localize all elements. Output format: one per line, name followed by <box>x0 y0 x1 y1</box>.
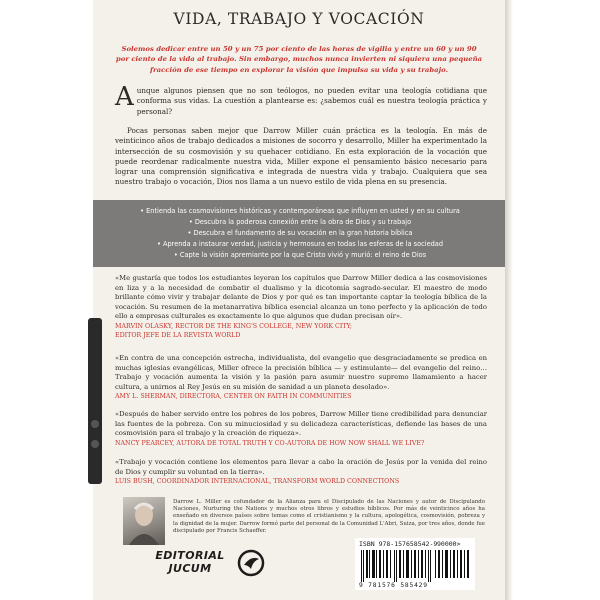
publisher-logo <box>145 545 275 585</box>
endorsement-3 <box>115 410 487 448</box>
drop-cap: A <box>115 82 134 112</box>
barcode <box>355 538 475 590</box>
endorsement-1 <box>115 274 487 341</box>
endorsement-author-title: EDITOR JEFE DE LA REVISTA WORLD <box>115 332 241 340</box>
endorsement-4 <box>115 458 487 487</box>
phone-key-icon <box>91 440 99 448</box>
book-title: VIDA, TRABAJO Y VOCACIÓN <box>173 10 425 28</box>
publisher-name: EDITORIAL JUCUM <box>155 549 225 575</box>
author-bio: Darrow L. Miller es cofundador de la Alianza para el Discipulado de las Naciones y autor de Discipulando Naciones, Nurturing the Nations y muchos otros libros y estudios bíblicos. Por más de veinticinco años ha enseñado en diversos países sobre temas como el cristianismo y la cultura, apologética, cosmovisión, pobreza y la dignidad de la mujer. Darrow formó parte del personal de la Comunidad L'Abri, Suiza, por tres años, donde fue discipulado por Francis Schaeffer. <box>173 499 485 534</box>
endorsement-text: «En contra de una concepción estrecha, individualista, del evangelio que desgraciadamente se predica en muchas iglesias evangélicas, Miller ofrece la precisión bíblica — y estimulante— del evangelio del reino… Trabajo y vocación aumenta la visión y la pasión para asumir nuestro supremo llamamiento a hacer cultura, a unirnos al Rey Jesús en su misión de sanidad a un planeta desolado». <box>115 354 487 391</box>
endorsement-author: LUIS BUSH, COORDINADOR INTERNACIONAL, TRANSFORM WORLD CONNECTIONS <box>115 478 400 486</box>
endorsement-text: «Trabajo y vocación contiene los elementos para llevar a cabo la oración de Jesús por la venida del reino de Dios y cumplir su voluntad en la tierra». <box>115 458 487 476</box>
dove-icon <box>237 549 265 577</box>
endorsement-text: «Después de haber servido entre los pobres de los pobres, Darrow Miller tiene credibilidad para denunciar las fuentes de la pobreza. Con su minuciosidad y su delicadeza características, defiende las bases de una cosmovisión para el trabajo y la creación de riqueza». <box>115 410 487 438</box>
endorsement-text: «Me gustaría que todos los estudiantes leyeran los capítulos que Darrow Miller dedica a las cosmovisiones en liza y a la necesidad de combatir el dualismo y la dicotomía sagrado-secular. El maestro de modo brillante cómo vivir y trabajar delante de Dios y por qué es tan importante captar la teología bíblica de la vocación. Su resumen de la metanarrativa bíblica esencial alcanza un tono perfecto y la aplicación de todo ello a empresas culturales es exactamente lo que algunos que dudan precisan oír». <box>115 274 487 321</box>
back-cover <box>93 0 505 600</box>
bullet-item: • Descubra la poderosa conexión entre la obra de Dios y su trabajo <box>105 217 495 228</box>
endorsement-author: AMY L. SHERMAN, DIRECTORA, CENTER ON FAITH IN COMMUNITIES <box>115 393 352 401</box>
bullet-item: • Capte la visión apremiante por la que Cristo vivió y murió: el reino de Dios <box>105 250 495 261</box>
phone-illustration <box>88 318 102 484</box>
bullet-item: • Descubra el fundamento de su vocación en la gran historia bíblica <box>105 228 495 239</box>
endorsement-author: MARVIN OLASKY, RECTOR DE THE KING'S COLLEGE, NEW YORK CITY; <box>115 322 353 330</box>
price-code: 90000> <box>437 540 461 548</box>
barcode-bars-addon <box>435 550 469 578</box>
paragraph-1 <box>115 82 487 117</box>
isbn-number: ISBN 978-157658542-9 <box>359 540 438 548</box>
barcode-digits: 9 781576 585429 <box>359 582 428 589</box>
barcode-bars-main <box>361 550 431 582</box>
cover-edge-shadow <box>505 0 513 600</box>
bullet-item: • Entienda las cosmovisiones históricas y contemporáneas que influyen en usted y en su cultura <box>105 206 495 217</box>
paragraph-1-text: unque algunos piensen que no son teólogos, no pueden evitar una teología cotidiana que conforma sus vidas. La cuestión a plantearse es: ¿sabemos cuál es nuestra teología práctica y personal? <box>136 86 487 116</box>
bullet-item: • Aprenda a instaurar verdad, justicia y hermosura en todas las esferas de la sociedad <box>105 239 495 250</box>
intro-text: Solemos dedicar entre un 50 y un 75 por ciento de las horas de vigilia y entre un 60 y un 90 por ciento de la vida al trabajo. Sin embargo, muchos nunca invierten ni siquiera una pequeña fracción de ese tiempo en explorar la visión que impulsa su vida y su trabajo. <box>115 45 483 74</box>
bullet-list <box>105 206 495 261</box>
paragraph-2: Pocas personas saben mejor que Darrow Miller cuán práctica es la teología. En más de veinticinco años de trabajo dedicados a misiones de socorro y desarrollo, Miller ha experimentado la intersección de su cosmovisión y su quehacer cotidiano. En esta exploración de la vocación que puede reordenar radicalmente nuestra vida, Miller expone el pensamiento básico necesario para lograr una comprensión significativa e integrada de nuestra vida y trabajo. Cualquiera que sea nuestro trabajo o vocación, Dios nos llama a un nuevo estilo de vida plena en su presencia. <box>115 126 487 187</box>
endorsement-author: NANCY PEARCEY, AUTORA DE TOTAL TRUTH Y CO-AUTORA DE HOW NOW SHALL WE LIVE? <box>115 439 425 447</box>
author-photo <box>123 497 165 545</box>
phone-key-icon <box>91 420 99 428</box>
endorsement-2 <box>115 354 487 402</box>
